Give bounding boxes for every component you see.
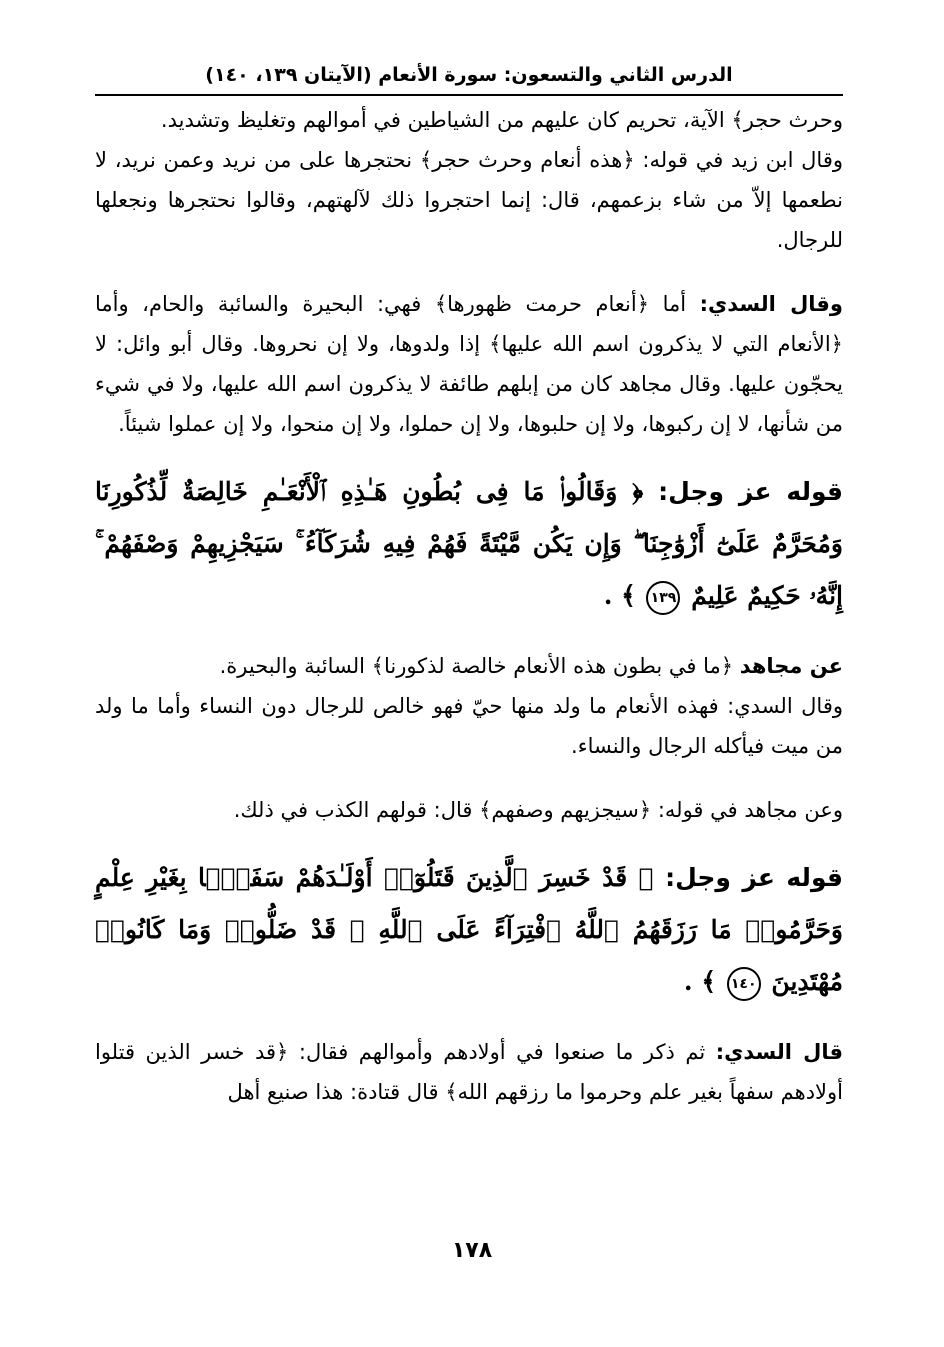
paragraph-3 xyxy=(95,284,843,444)
verse-140-lead: قوله عز وجل: xyxy=(665,863,843,892)
paragraph-1: وحرث حجر﴾ الآية، تحريم كان عليهم من الشياطين في أموالهم وتغليظ وتشديد. xyxy=(160,108,843,132)
paragraph-6: وعن مجاهد في قوله: ﴿سيجزيهم وصفهم﴾ قال: قولهم الكذب في ذلك. xyxy=(233,798,843,822)
ayah-number-140: ١٤٠ xyxy=(727,967,761,1001)
ayah-number-139: ١٣٩ xyxy=(646,581,680,615)
paragraph-5: وقال السدي: فهذه الأنعام ما ولد منها حيّ فهو خالص للرجال دون النساء وأما ما ولد من ميت فيأكله الرجال والنساء. xyxy=(95,694,843,758)
quran-verse-140 xyxy=(95,852,843,1008)
paragraph-4-lead: عن مجاهد xyxy=(739,654,843,678)
paragraph-7-text: ثم ذكر ما صنعوا في أولادهم وأموالهم فقال: ﴿قد خسر الذين قتلوا أولادهم سفهاً بغير علم وحرموا ما رزقهم الله﴾ قال قتادة: هذا صنيع أهل xyxy=(95,1040,843,1104)
verse-140-end: ﴾ . xyxy=(683,967,716,996)
verse-139-lead: قوله عز وجل: xyxy=(658,477,843,506)
running-header xyxy=(95,60,843,96)
paragraph-3-lead: وقال السدي: xyxy=(699,292,843,316)
paragraph-7-lead: قال السدي: xyxy=(715,1040,843,1064)
verse-139-end: ﴾ . xyxy=(603,581,636,610)
paragraph-3-text: أما ﴿أنعام حرمت ظهورها﴾ فهي: البحيرة والسائبة والحام، وأما ﴿الأنعام التي لا يذكرون اسم الله عليها﴾ إذا ولدوها، ولا إن نحروها. وقال أبو وائل: لا يحجّون عليها. وقال مجاهد كان من إبلهم طائفة لا يذكرون اسم الله عليها، ولا في شيء من شأنها، لا إن ركبوها، ولا إن حلبوها، ولا إن حملوا، ولا إن منحوا، ولا إن عملوا شيئاً. xyxy=(95,292,843,436)
header-title: الدرس الثاني والتسعون: سورة الأنعام (الآيتان ١٣٩، ١٤٠) xyxy=(205,64,733,86)
quran-verse-139 xyxy=(95,466,843,622)
verse-140-text: ﴿ قَدْ خَسِرَ ٱلَّذِينَ قَتَلُوٓا۟ أَوْلَـٰدَهُمْ سَفَهًۢا بِغَيْرِ عِلْمٍ وَحَرَّمُوا۟ مَا رَزَقَهُمُ ٱللَّهُ ٱفْتِرَآءً عَلَى ٱللَّهِ ۚ قَدْ ضَلُّوا۟ وَمَا كَانُوا۟ مُهْتَدِينَ xyxy=(95,863,843,996)
page-body xyxy=(95,100,843,1112)
page-number: ١٧٨ xyxy=(451,1238,493,1263)
paragraph-4-text: ﴿ما في بطون هذه الأنعام خالصة لذكورنا﴾ السائبة والبحيرة. xyxy=(219,654,734,678)
paragraph-2: وقال ابن زيد في قوله: ﴿هذه أنعام وحرث حجر﴾ نحتجرها على من نريد وعمن نريد، لا نطعمها إلاّ من شاء بزعمهم، قال: إنما احتجروا ذلك لآلهتهم، وقالوا نحتجرها ونجعلها للرجال. xyxy=(95,148,843,252)
verse-139-text: ﴿ وَقَالُوا۟ مَا فِى بُطُونِ هَـٰذِهِ ٱلْأَنْعَـٰمِ خَالِصَةٌ لِّذُكُورِنَا وَمُحَرَّمٌ عَلَىٰٓ أَزْوَٰجِنَا ۖ وَإِن يَكُن مَّيْتَةً فَهُمْ فِيهِ شُرَكَآءُ ۚ سَيَجْزِيهِمْ وَصْفَهُمْ ۚ إِنَّهُۥ حَكِيمٌ عَلِيمٌ xyxy=(95,477,843,610)
paragraph-7 xyxy=(95,1032,843,1112)
paragraph-4 xyxy=(95,646,843,686)
